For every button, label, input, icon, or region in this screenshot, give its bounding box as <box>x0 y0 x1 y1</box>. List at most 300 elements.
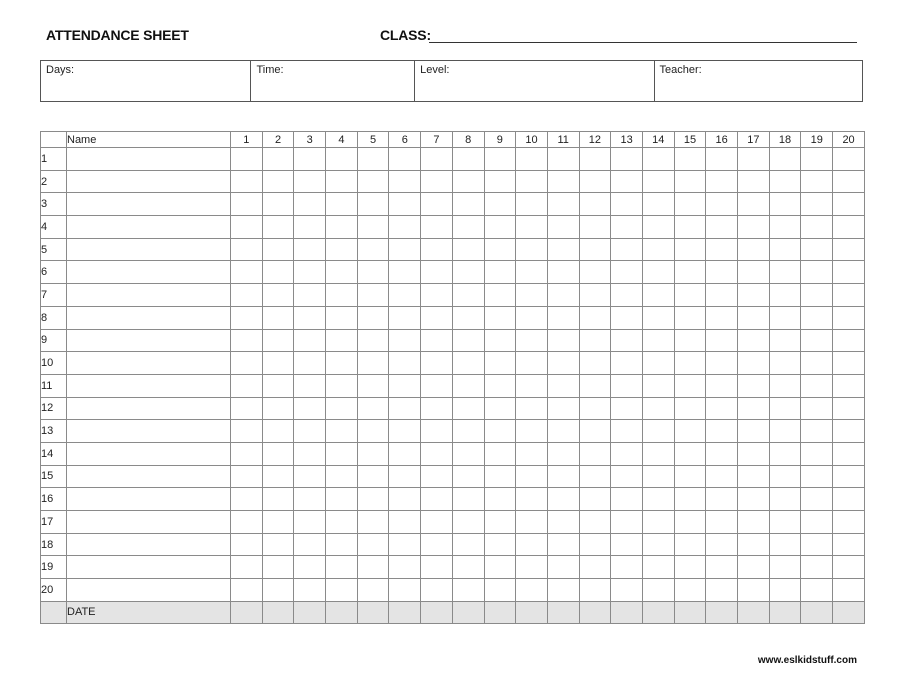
attendance-cell[interactable] <box>579 284 611 307</box>
attendance-cell[interactable] <box>484 374 516 397</box>
attendance-cell[interactable] <box>833 329 865 352</box>
attendance-cell[interactable] <box>262 511 294 534</box>
attendance-cell[interactable] <box>642 329 674 352</box>
attendance-cell[interactable] <box>738 420 770 443</box>
attendance-cell[interactable] <box>357 420 389 443</box>
attendance-cell[interactable] <box>484 216 516 239</box>
attendance-cell[interactable] <box>452 238 484 261</box>
attendance-cell[interactable] <box>801 238 833 261</box>
attendance-cell[interactable] <box>452 329 484 352</box>
attendance-cell[interactable] <box>674 374 706 397</box>
attendance-cell[interactable] <box>738 488 770 511</box>
attendance-cell[interactable] <box>326 420 358 443</box>
attendance-cell[interactable] <box>738 193 770 216</box>
attendance-cell[interactable] <box>421 442 453 465</box>
attendance-cell[interactable] <box>547 148 579 171</box>
attendance-cell[interactable] <box>294 511 326 534</box>
attendance-cell[interactable] <box>326 465 358 488</box>
attendance-cell[interactable] <box>579 442 611 465</box>
attendance-cell[interactable] <box>801 465 833 488</box>
attendance-cell[interactable] <box>611 465 643 488</box>
attendance-cell[interactable] <box>833 148 865 171</box>
student-name-cell[interactable] <box>67 579 231 602</box>
attendance-cell[interactable] <box>769 511 801 534</box>
attendance-cell[interactable] <box>231 442 263 465</box>
attendance-cell[interactable] <box>738 397 770 420</box>
attendance-cell[interactable] <box>231 329 263 352</box>
attendance-cell[interactable] <box>579 397 611 420</box>
attendance-cell[interactable] <box>326 533 358 556</box>
attendance-cell[interactable] <box>262 556 294 579</box>
attendance-cell[interactable] <box>484 420 516 443</box>
attendance-cell[interactable] <box>738 261 770 284</box>
attendance-cell[interactable] <box>357 193 389 216</box>
attendance-cell[interactable] <box>833 465 865 488</box>
attendance-cell[interactable] <box>579 238 611 261</box>
attendance-cell[interactable] <box>801 284 833 307</box>
attendance-cell[interactable] <box>294 148 326 171</box>
attendance-cell[interactable] <box>833 442 865 465</box>
attendance-cell[interactable] <box>706 511 738 534</box>
attendance-cell[interactable] <box>769 148 801 171</box>
attendance-cell[interactable] <box>452 261 484 284</box>
attendance-cell[interactable] <box>801 329 833 352</box>
attendance-cell[interactable] <box>262 533 294 556</box>
attendance-cell[interactable] <box>294 374 326 397</box>
date-cell[interactable] <box>452 601 484 623</box>
attendance-cell[interactable] <box>642 306 674 329</box>
attendance-cell[interactable] <box>547 193 579 216</box>
attendance-cell[interactable] <box>547 374 579 397</box>
student-name-cell[interactable] <box>67 261 231 284</box>
date-cell[interactable] <box>801 601 833 623</box>
attendance-cell[interactable] <box>231 465 263 488</box>
date-cell[interactable] <box>769 601 801 623</box>
attendance-cell[interactable] <box>611 374 643 397</box>
attendance-cell[interactable] <box>547 465 579 488</box>
date-cell[interactable] <box>484 601 516 623</box>
attendance-cell[interactable] <box>642 352 674 375</box>
attendance-cell[interactable] <box>516 216 548 239</box>
attendance-cell[interactable] <box>801 442 833 465</box>
attendance-cell[interactable] <box>579 556 611 579</box>
attendance-cell[interactable] <box>326 397 358 420</box>
attendance-cell[interactable] <box>642 284 674 307</box>
attendance-cell[interactable] <box>484 284 516 307</box>
attendance-cell[interactable] <box>389 556 421 579</box>
student-name-cell[interactable] <box>67 488 231 511</box>
attendance-cell[interactable] <box>769 193 801 216</box>
attendance-cell[interactable] <box>738 329 770 352</box>
attendance-cell[interactable] <box>801 488 833 511</box>
attendance-cell[interactable] <box>262 442 294 465</box>
attendance-cell[interactable] <box>642 533 674 556</box>
attendance-cell[interactable] <box>547 442 579 465</box>
attendance-cell[interactable] <box>611 397 643 420</box>
attendance-cell[interactable] <box>389 579 421 602</box>
attendance-cell[interactable] <box>326 261 358 284</box>
attendance-cell[interactable] <box>642 374 674 397</box>
attendance-cell[interactable] <box>738 148 770 171</box>
attendance-cell[interactable] <box>294 193 326 216</box>
attendance-cell[interactable] <box>452 511 484 534</box>
attendance-cell[interactable] <box>294 420 326 443</box>
attendance-cell[interactable] <box>326 442 358 465</box>
attendance-cell[interactable] <box>452 397 484 420</box>
attendance-cell[interactable] <box>801 306 833 329</box>
attendance-cell[interactable] <box>547 261 579 284</box>
attendance-cell[interactable] <box>294 579 326 602</box>
attendance-cell[interactable] <box>357 442 389 465</box>
date-cell[interactable] <box>547 601 579 623</box>
attendance-cell[interactable] <box>833 306 865 329</box>
attendance-cell[interactable] <box>262 488 294 511</box>
attendance-cell[interactable] <box>389 511 421 534</box>
attendance-cell[interactable] <box>674 193 706 216</box>
attendance-cell[interactable] <box>421 306 453 329</box>
attendance-cell[interactable] <box>706 352 738 375</box>
attendance-cell[interactable] <box>611 261 643 284</box>
attendance-cell[interactable] <box>642 465 674 488</box>
attendance-cell[interactable] <box>294 306 326 329</box>
attendance-cell[interactable] <box>357 556 389 579</box>
attendance-cell[interactable] <box>706 148 738 171</box>
attendance-cell[interactable] <box>231 511 263 534</box>
attendance-cell[interactable] <box>547 511 579 534</box>
attendance-cell[interactable] <box>326 170 358 193</box>
attendance-cell[interactable] <box>769 329 801 352</box>
attendance-cell[interactable] <box>421 238 453 261</box>
attendance-cell[interactable] <box>706 579 738 602</box>
student-name-cell[interactable] <box>67 465 231 488</box>
attendance-cell[interactable] <box>262 374 294 397</box>
attendance-cell[interactable] <box>801 420 833 443</box>
attendance-cell[interactable] <box>484 465 516 488</box>
attendance-cell[interactable] <box>231 374 263 397</box>
date-cell[interactable] <box>294 601 326 623</box>
attendance-cell[interactable] <box>389 442 421 465</box>
attendance-cell[interactable] <box>326 148 358 171</box>
attendance-cell[interactable] <box>484 579 516 602</box>
date-cell[interactable] <box>833 601 865 623</box>
attendance-cell[interactable] <box>547 284 579 307</box>
attendance-cell[interactable] <box>738 556 770 579</box>
attendance-cell[interactable] <box>452 488 484 511</box>
attendance-cell[interactable] <box>262 148 294 171</box>
attendance-cell[interactable] <box>674 420 706 443</box>
attendance-cell[interactable] <box>484 442 516 465</box>
date-cell[interactable] <box>611 601 643 623</box>
attendance-cell[interactable] <box>389 170 421 193</box>
attendance-cell[interactable] <box>706 374 738 397</box>
attendance-cell[interactable] <box>484 238 516 261</box>
attendance-cell[interactable] <box>421 488 453 511</box>
attendance-cell[interactable] <box>738 238 770 261</box>
attendance-cell[interactable] <box>769 442 801 465</box>
attendance-cell[interactable] <box>421 511 453 534</box>
attendance-cell[interactable] <box>674 397 706 420</box>
attendance-cell[interactable] <box>326 488 358 511</box>
attendance-cell[interactable] <box>484 306 516 329</box>
attendance-cell[interactable] <box>738 374 770 397</box>
attendance-cell[interactable] <box>674 216 706 239</box>
attendance-cell[interactable] <box>642 579 674 602</box>
attendance-cell[interactable] <box>738 511 770 534</box>
attendance-cell[interactable] <box>452 284 484 307</box>
attendance-cell[interactable] <box>579 193 611 216</box>
attendance-cell[interactable] <box>326 329 358 352</box>
attendance-cell[interactable] <box>516 397 548 420</box>
attendance-cell[interactable] <box>516 352 548 375</box>
attendance-cell[interactable] <box>452 442 484 465</box>
attendance-cell[interactable] <box>231 306 263 329</box>
attendance-cell[interactable] <box>294 556 326 579</box>
attendance-cell[interactable] <box>294 170 326 193</box>
attendance-cell[interactable] <box>738 306 770 329</box>
attendance-cell[interactable] <box>674 579 706 602</box>
attendance-cell[interactable] <box>516 511 548 534</box>
attendance-cell[interactable] <box>801 261 833 284</box>
attendance-cell[interactable] <box>389 397 421 420</box>
student-name-cell[interactable] <box>67 442 231 465</box>
attendance-cell[interactable] <box>516 306 548 329</box>
attendance-cell[interactable] <box>231 352 263 375</box>
attendance-cell[interactable] <box>357 329 389 352</box>
attendance-cell[interactable] <box>769 465 801 488</box>
attendance-cell[interactable] <box>389 261 421 284</box>
attendance-cell[interactable] <box>231 261 263 284</box>
attendance-cell[interactable] <box>706 533 738 556</box>
attendance-cell[interactable] <box>231 148 263 171</box>
date-cell[interactable] <box>738 601 770 623</box>
attendance-cell[interactable] <box>484 352 516 375</box>
attendance-cell[interactable] <box>452 216 484 239</box>
attendance-cell[interactable] <box>579 148 611 171</box>
attendance-cell[interactable] <box>706 306 738 329</box>
attendance-cell[interactable] <box>516 442 548 465</box>
attendance-cell[interactable] <box>674 352 706 375</box>
date-cell[interactable] <box>389 601 421 623</box>
attendance-cell[interactable] <box>484 148 516 171</box>
attendance-cell[interactable] <box>484 193 516 216</box>
attendance-cell[interactable] <box>326 556 358 579</box>
attendance-cell[interactable] <box>738 352 770 375</box>
attendance-cell[interactable] <box>769 284 801 307</box>
attendance-cell[interactable] <box>357 216 389 239</box>
attendance-cell[interactable] <box>262 170 294 193</box>
attendance-cell[interactable] <box>389 148 421 171</box>
student-name-cell[interactable] <box>67 170 231 193</box>
attendance-cell[interactable] <box>706 329 738 352</box>
attendance-cell[interactable] <box>611 148 643 171</box>
attendance-cell[interactable] <box>642 216 674 239</box>
attendance-cell[interactable] <box>389 306 421 329</box>
attendance-cell[interactable] <box>674 238 706 261</box>
attendance-cell[interactable] <box>516 193 548 216</box>
attendance-cell[interactable] <box>326 216 358 239</box>
attendance-cell[interactable] <box>452 170 484 193</box>
attendance-cell[interactable] <box>421 397 453 420</box>
attendance-cell[interactable] <box>769 579 801 602</box>
attendance-cell[interactable] <box>452 465 484 488</box>
student-name-cell[interactable] <box>67 511 231 534</box>
attendance-cell[interactable] <box>706 488 738 511</box>
attendance-cell[interactable] <box>706 284 738 307</box>
attendance-cell[interactable] <box>357 374 389 397</box>
attendance-cell[interactable] <box>231 216 263 239</box>
attendance-cell[interactable] <box>421 329 453 352</box>
attendance-cell[interactable] <box>357 488 389 511</box>
attendance-cell[interactable] <box>769 170 801 193</box>
attendance-cell[interactable] <box>421 170 453 193</box>
attendance-cell[interactable] <box>294 329 326 352</box>
attendance-cell[interactable] <box>357 511 389 534</box>
attendance-cell[interactable] <box>801 397 833 420</box>
attendance-cell[interactable] <box>642 261 674 284</box>
attendance-cell[interactable] <box>706 170 738 193</box>
attendance-cell[interactable] <box>262 329 294 352</box>
student-name-cell[interactable] <box>67 352 231 375</box>
attendance-cell[interactable] <box>833 533 865 556</box>
attendance-cell[interactable] <box>611 306 643 329</box>
attendance-cell[interactable] <box>769 420 801 443</box>
attendance-cell[interactable] <box>516 533 548 556</box>
attendance-cell[interactable] <box>833 193 865 216</box>
attendance-cell[interactable] <box>579 533 611 556</box>
attendance-cell[interactable] <box>611 193 643 216</box>
attendance-cell[interactable] <box>421 420 453 443</box>
attendance-cell[interactable] <box>801 374 833 397</box>
attendance-cell[interactable] <box>452 193 484 216</box>
attendance-cell[interactable] <box>294 261 326 284</box>
attendance-cell[interactable] <box>357 352 389 375</box>
attendance-cell[interactable] <box>833 488 865 511</box>
attendance-cell[interactable] <box>389 216 421 239</box>
attendance-cell[interactable] <box>326 579 358 602</box>
attendance-cell[interactable] <box>579 511 611 534</box>
attendance-cell[interactable] <box>769 397 801 420</box>
attendance-cell[interactable] <box>389 238 421 261</box>
attendance-cell[interactable] <box>484 511 516 534</box>
student-name-cell[interactable] <box>67 306 231 329</box>
attendance-cell[interactable] <box>484 533 516 556</box>
attendance-cell[interactable] <box>326 352 358 375</box>
attendance-cell[interactable] <box>294 216 326 239</box>
attendance-cell[interactable] <box>357 238 389 261</box>
attendance-cell[interactable] <box>833 420 865 443</box>
attendance-cell[interactable] <box>389 465 421 488</box>
attendance-cell[interactable] <box>642 556 674 579</box>
attendance-cell[interactable] <box>706 465 738 488</box>
attendance-cell[interactable] <box>547 397 579 420</box>
attendance-cell[interactable] <box>579 216 611 239</box>
attendance-cell[interactable] <box>769 352 801 375</box>
attendance-cell[interactable] <box>357 465 389 488</box>
attendance-cell[interactable] <box>769 261 801 284</box>
attendance-cell[interactable] <box>294 284 326 307</box>
attendance-cell[interactable] <box>231 193 263 216</box>
student-name-cell[interactable] <box>67 374 231 397</box>
attendance-cell[interactable] <box>231 238 263 261</box>
attendance-cell[interactable] <box>547 216 579 239</box>
attendance-cell[interactable] <box>547 579 579 602</box>
attendance-cell[interactable] <box>611 442 643 465</box>
attendance-cell[interactable] <box>231 420 263 443</box>
attendance-cell[interactable] <box>674 261 706 284</box>
date-cell[interactable] <box>516 601 548 623</box>
attendance-cell[interactable] <box>642 193 674 216</box>
attendance-cell[interactable] <box>642 488 674 511</box>
attendance-cell[interactable] <box>326 306 358 329</box>
attendance-cell[interactable] <box>642 148 674 171</box>
attendance-cell[interactable] <box>674 488 706 511</box>
attendance-cell[interactable] <box>516 488 548 511</box>
attendance-cell[interactable] <box>516 261 548 284</box>
date-cell[interactable] <box>262 601 294 623</box>
attendance-cell[interactable] <box>357 533 389 556</box>
attendance-cell[interactable] <box>611 352 643 375</box>
attendance-cell[interactable] <box>769 238 801 261</box>
attendance-cell[interactable] <box>294 442 326 465</box>
attendance-cell[interactable] <box>833 216 865 239</box>
attendance-cell[interactable] <box>516 420 548 443</box>
time-field[interactable] <box>251 61 415 101</box>
date-cell[interactable] <box>642 601 674 623</box>
attendance-cell[interactable] <box>231 556 263 579</box>
attendance-cell[interactable] <box>706 397 738 420</box>
days-field[interactable] <box>41 61 251 101</box>
attendance-cell[interactable] <box>326 511 358 534</box>
attendance-cell[interactable] <box>389 352 421 375</box>
attendance-cell[interactable] <box>547 556 579 579</box>
attendance-cell[interactable] <box>516 284 548 307</box>
attendance-cell[interactable] <box>516 465 548 488</box>
attendance-cell[interactable] <box>801 170 833 193</box>
attendance-cell[interactable] <box>231 397 263 420</box>
attendance-cell[interactable] <box>769 488 801 511</box>
attendance-cell[interactable] <box>769 374 801 397</box>
attendance-cell[interactable] <box>674 329 706 352</box>
attendance-cell[interactable] <box>231 533 263 556</box>
attendance-cell[interactable] <box>421 465 453 488</box>
attendance-cell[interactable] <box>452 148 484 171</box>
attendance-cell[interactable] <box>706 556 738 579</box>
attendance-cell[interactable] <box>357 579 389 602</box>
attendance-cell[interactable] <box>389 488 421 511</box>
attendance-cell[interactable] <box>674 306 706 329</box>
student-name-cell[interactable] <box>67 238 231 261</box>
attendance-cell[interactable] <box>357 170 389 193</box>
date-cell[interactable] <box>706 601 738 623</box>
attendance-cell[interactable] <box>452 556 484 579</box>
attendance-cell[interactable] <box>326 238 358 261</box>
attendance-cell[interactable] <box>579 352 611 375</box>
attendance-cell[interactable] <box>421 148 453 171</box>
attendance-cell[interactable] <box>801 511 833 534</box>
attendance-cell[interactable] <box>389 533 421 556</box>
class-input-line[interactable] <box>429 42 857 43</box>
attendance-cell[interactable] <box>642 420 674 443</box>
attendance-cell[interactable] <box>547 170 579 193</box>
attendance-cell[interactable] <box>262 420 294 443</box>
student-name-cell[interactable] <box>67 193 231 216</box>
attendance-cell[interactable] <box>833 170 865 193</box>
attendance-cell[interactable] <box>484 170 516 193</box>
attendance-cell[interactable] <box>833 352 865 375</box>
attendance-cell[interactable] <box>262 306 294 329</box>
attendance-cell[interactable] <box>262 465 294 488</box>
student-name-cell[interactable] <box>67 148 231 171</box>
